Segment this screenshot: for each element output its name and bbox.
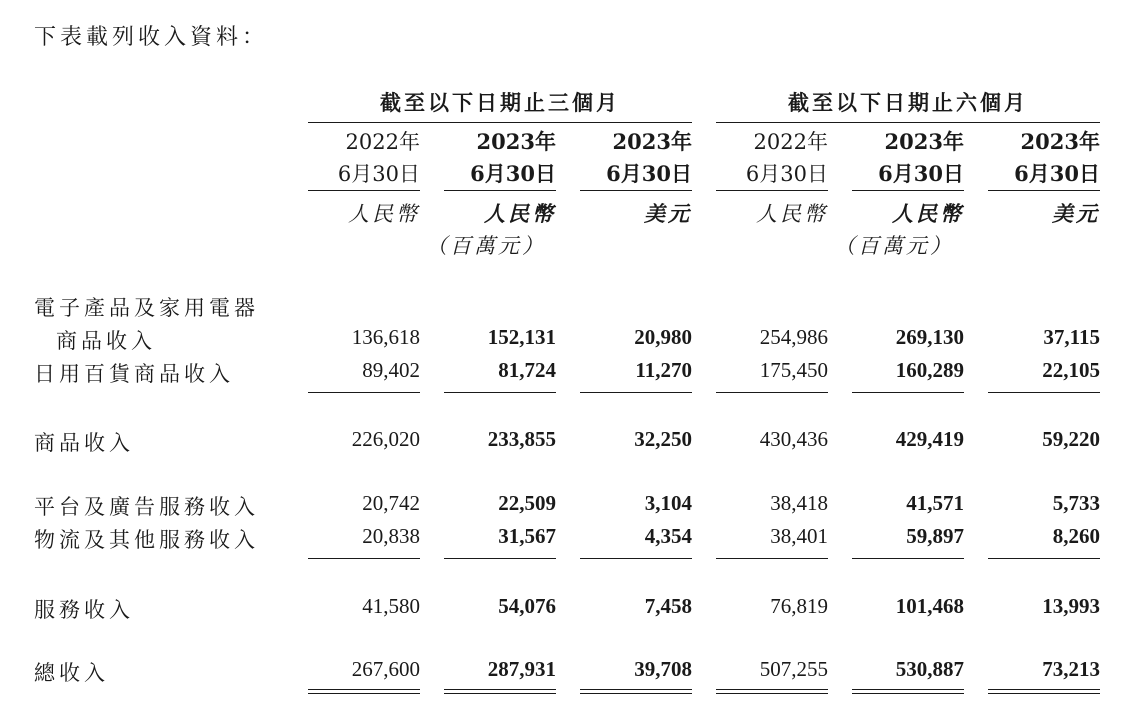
column-year: 2023年 xyxy=(612,129,692,154)
column-header-rule xyxy=(580,190,692,191)
table-cell: 31,567 xyxy=(498,524,556,548)
row-label: 日用百貨商品收入 xyxy=(34,362,234,386)
table-cell: 429,419 xyxy=(895,427,964,451)
table-cell: 267,600 xyxy=(351,657,420,681)
column-header-rule xyxy=(988,190,1100,191)
row-label: 電子產品及家用電器 xyxy=(34,296,259,320)
table-cell: 152,131 xyxy=(487,325,556,349)
row-label: 服務收入 xyxy=(34,598,134,622)
column-header-rule xyxy=(852,190,964,191)
period-header: 截至以下日期止六個月 xyxy=(716,90,1100,123)
table-cell: 136,618 xyxy=(351,325,420,349)
total-double-rule xyxy=(988,689,1100,694)
column-header-rule xyxy=(444,190,556,191)
subtotal-rule xyxy=(308,392,420,393)
column-date: 6月30日 xyxy=(606,161,692,186)
column-date: 6月30日 xyxy=(1014,161,1100,186)
table-cell: 430,436 xyxy=(759,427,828,451)
table-cell: 101,468 xyxy=(895,594,964,618)
column-date: 6月30日 xyxy=(878,161,964,186)
row-label: 物流及其他服務收入 xyxy=(34,528,259,552)
total-double-rule xyxy=(716,689,828,694)
column-year: 2022年 xyxy=(345,130,420,154)
table-cell: 287,931 xyxy=(487,657,556,681)
table-cell: 32,250 xyxy=(634,427,692,451)
table-cell: 54,076 xyxy=(498,594,556,618)
table-cell: 269,130 xyxy=(895,325,964,349)
intro-text: 下表載列收入資料： xyxy=(34,25,269,50)
table-cell: 76,819 xyxy=(770,594,828,618)
column-unit: （百萬元） xyxy=(834,234,954,258)
row-label: 商品收入 xyxy=(56,329,156,353)
column-currency: 美元 xyxy=(644,201,692,226)
table-cell: 41,580 xyxy=(362,594,420,618)
table-cell: 38,418 xyxy=(770,491,828,515)
total-double-rule xyxy=(444,689,556,694)
table-cell: 89,402 xyxy=(362,358,420,382)
column-date: 6月30日 xyxy=(470,161,556,186)
table-cell: 4,354 xyxy=(644,524,692,548)
table-cell: 11,270 xyxy=(635,358,692,382)
column-currency: 人民幣 xyxy=(756,202,828,226)
table-cell: 160,289 xyxy=(895,358,964,382)
column-currency: 人民幣 xyxy=(348,202,420,226)
column-currency: 人民幣 xyxy=(484,201,556,226)
subtotal-rule xyxy=(852,392,964,393)
table-cell: 22,105 xyxy=(1042,358,1100,382)
table-cell: 20,838 xyxy=(362,524,420,548)
column-year: 2023年 xyxy=(476,129,556,154)
total-double-rule xyxy=(308,689,420,694)
subtotal-rule xyxy=(444,392,556,393)
column-date: 6月30日 xyxy=(337,162,420,186)
row-label: 商品收入 xyxy=(34,431,134,455)
row-label: 總收入 xyxy=(34,661,109,685)
table-cell: 39,708 xyxy=(634,657,692,681)
subtotal-rule xyxy=(716,558,828,559)
table-cell: 41,571 xyxy=(906,491,964,515)
column-unit: （百萬元） xyxy=(426,234,546,258)
subtotal-rule xyxy=(988,558,1100,559)
total-double-rule xyxy=(852,689,964,694)
column-header-rule xyxy=(308,190,420,191)
subtotal-rule xyxy=(716,392,828,393)
table-cell: 37,115 xyxy=(1043,325,1100,349)
table-cell: 8,260 xyxy=(1052,524,1100,548)
table-cell: 13,993 xyxy=(1042,594,1100,618)
table-cell: 233,855 xyxy=(487,427,556,451)
subtotal-rule xyxy=(852,558,964,559)
table-cell: 38,401 xyxy=(770,524,828,548)
table-cell: 5,733 xyxy=(1052,491,1100,515)
table-cell: 254,986 xyxy=(759,325,828,349)
row-label: 平台及廣告服務收入 xyxy=(34,495,259,519)
period-header: 截至以下日期止三個月 xyxy=(308,90,692,123)
table-cell: 530,887 xyxy=(895,657,964,681)
table-cell: 3,104 xyxy=(644,491,692,515)
table-cell: 507,255 xyxy=(759,657,828,681)
table-cell: 175,450 xyxy=(759,358,828,382)
column-currency: 人民幣 xyxy=(892,201,964,226)
column-year: 2023年 xyxy=(1020,129,1100,154)
column-currency: 美元 xyxy=(1052,201,1100,226)
table-cell: 59,220 xyxy=(1042,427,1100,451)
table-cell: 73,213 xyxy=(1042,657,1100,681)
table-cell: 20,980 xyxy=(634,325,692,349)
table-cell: 7,458 xyxy=(644,594,692,618)
column-year: 2022年 xyxy=(753,130,828,154)
column-date: 6月30日 xyxy=(745,162,828,186)
total-double-rule xyxy=(580,689,692,694)
subtotal-rule xyxy=(580,558,692,559)
column-year: 2023年 xyxy=(884,129,964,154)
subtotal-rule xyxy=(988,392,1100,393)
column-header-rule xyxy=(716,190,828,191)
table-cell: 226,020 xyxy=(351,427,420,451)
table-cell: 20,742 xyxy=(362,491,420,515)
subtotal-rule xyxy=(580,392,692,393)
table-cell: 22,509 xyxy=(498,491,556,515)
subtotal-rule xyxy=(444,558,556,559)
table-cell: 59,897 xyxy=(906,524,964,548)
subtotal-rule xyxy=(308,558,420,559)
table-cell: 81,724 xyxy=(498,358,556,382)
